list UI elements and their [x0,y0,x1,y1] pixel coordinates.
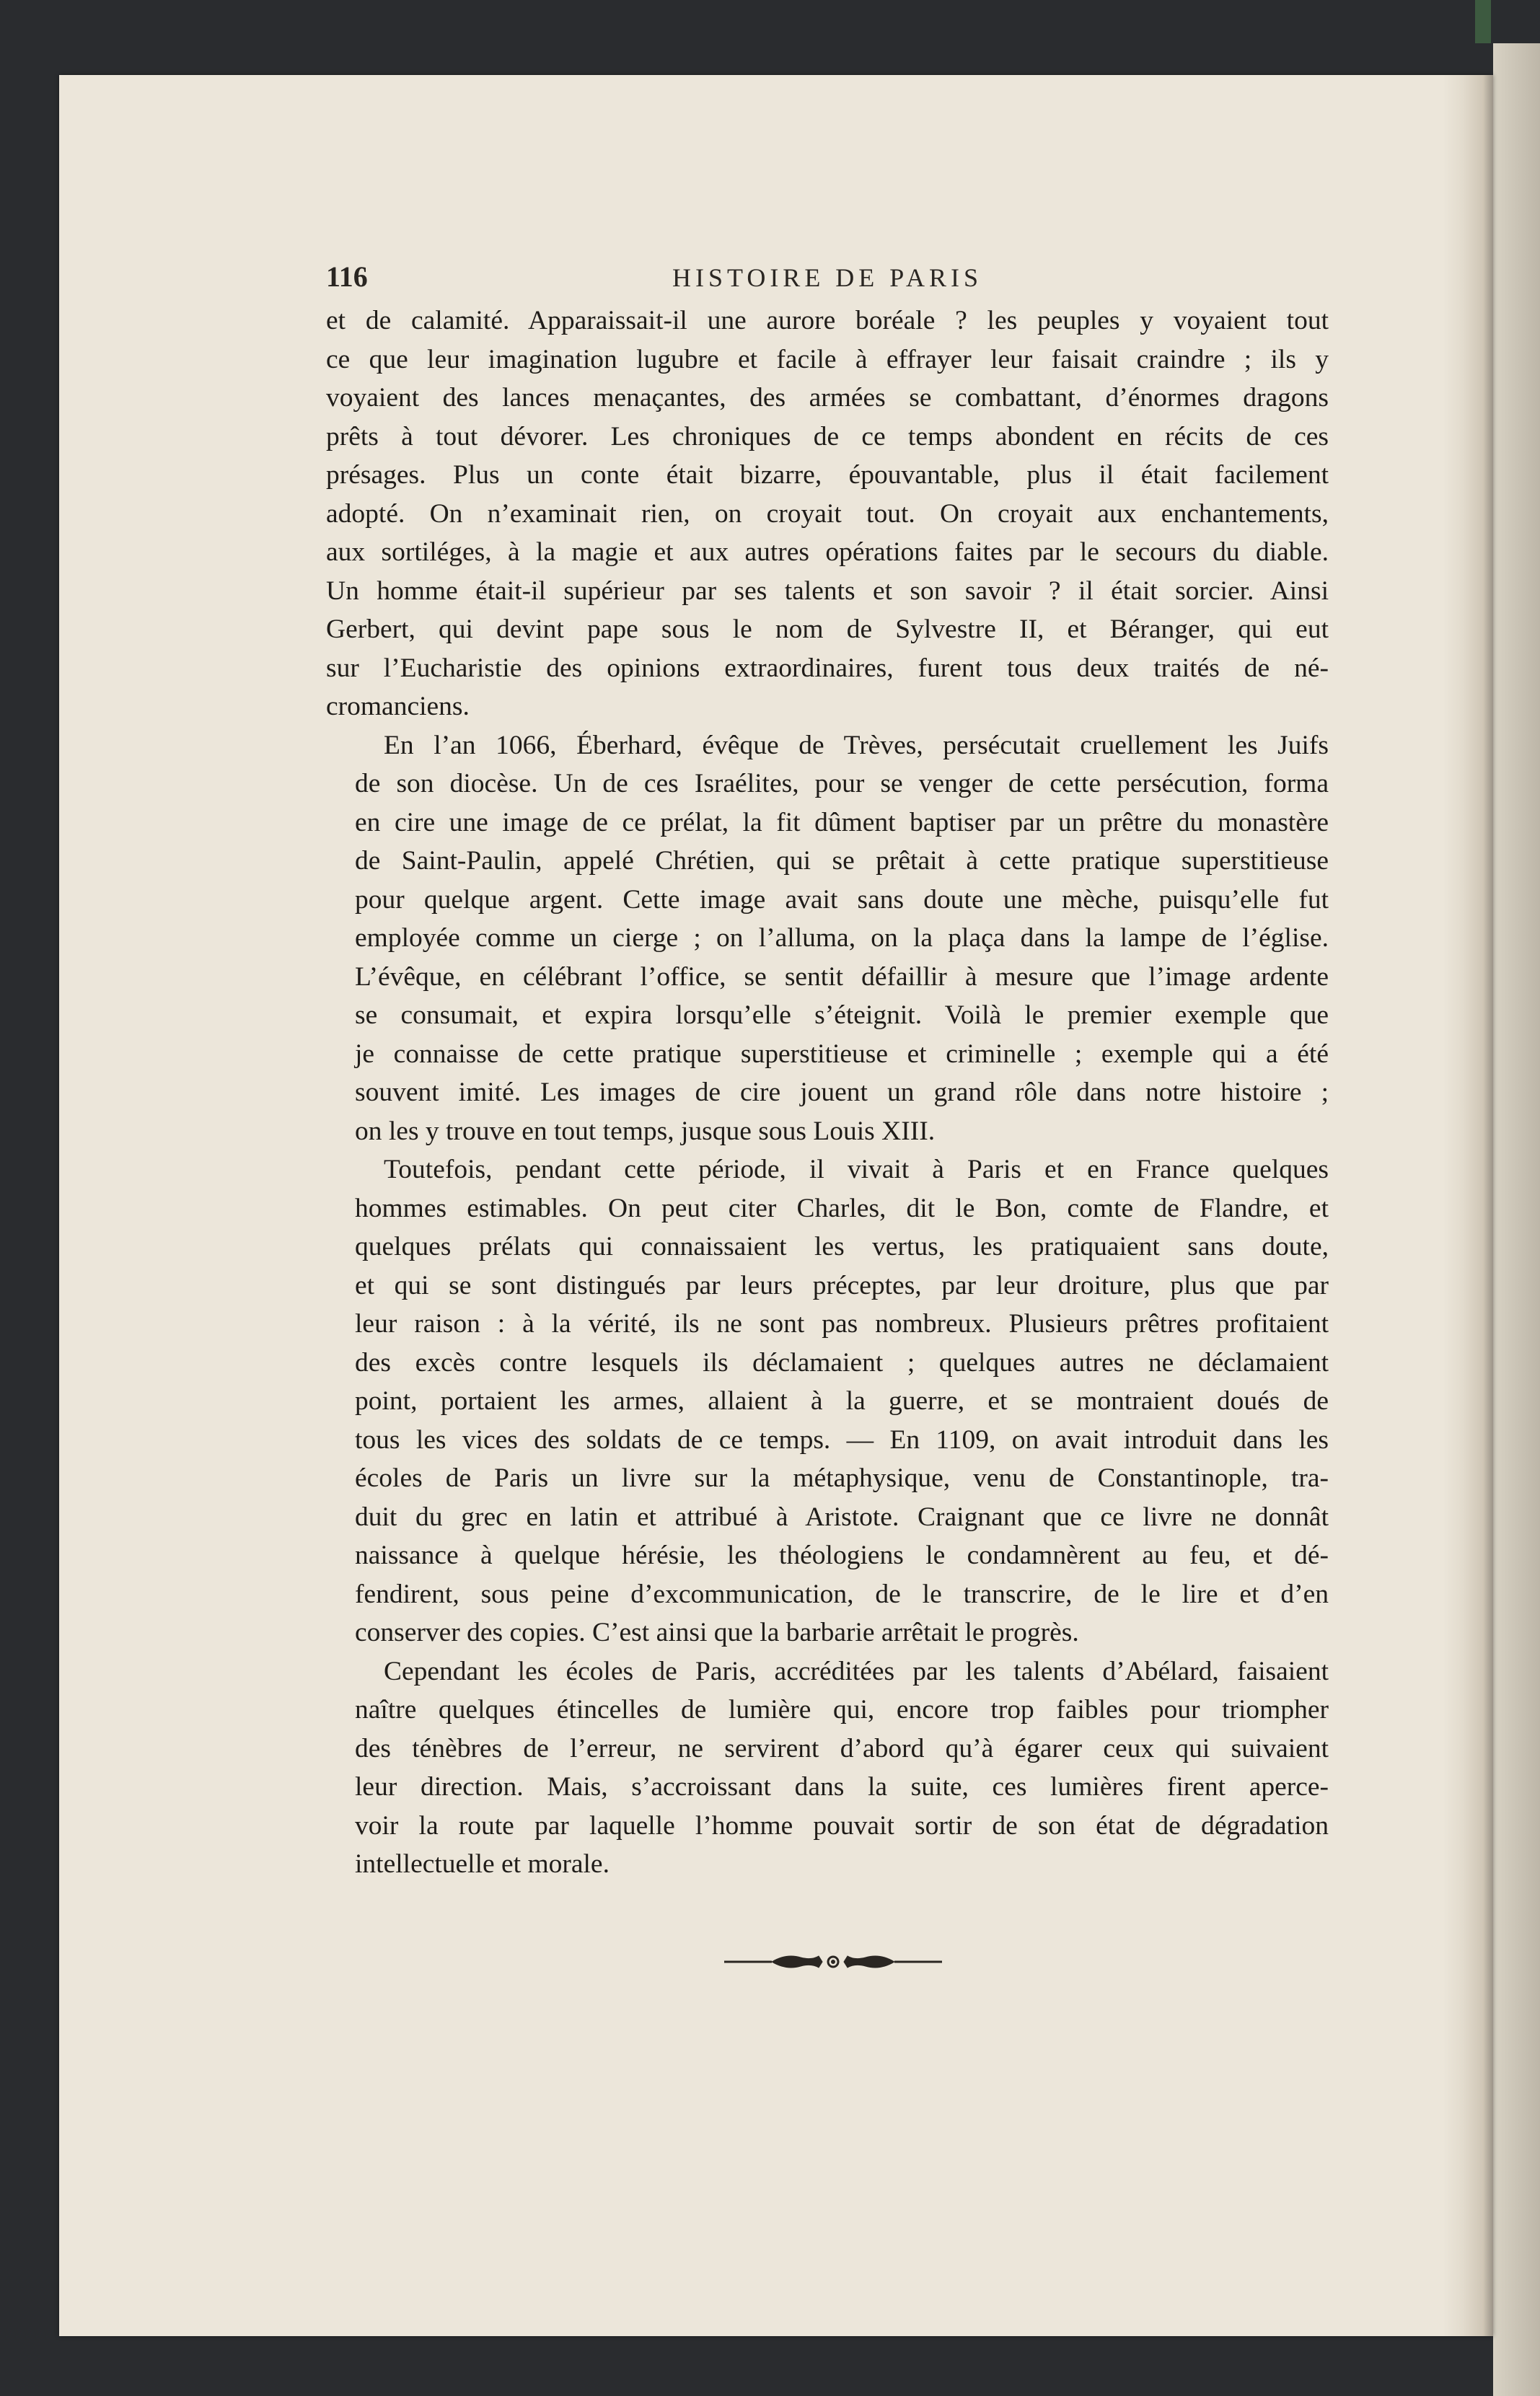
text-line: écoles de Paris un livre sur la métaphysique, venu de Constantinople, tra- [355,1463,1329,1493]
bookmark-ribbon [1475,0,1491,43]
text-line: ce que leur imagination lugubre et facile à effrayer leur faisait craindre ; ils y [326,344,1329,374]
page-header [326,260,1329,303]
text-line: voyaient des lances menaçantes, des armées se combattant, d’énormes dragons [326,383,1329,413]
text-line: leur direction. Mais, s’accroissant dans la suite, ces lumières firent aperce- [355,1772,1329,1802]
text-line: Cependant les écoles de Paris, accréditées par les talents d’Abélard, faisaient [384,1656,1329,1686]
text-line: En l’an 1066, Éberhard, évêque de Trèves, persécutait cruellement les Juifs [384,730,1329,760]
text-line: je connaisse de cette pratique superstitieuse et criminelle ; exemple qui a été [355,1039,1329,1069]
page-number: 116 [326,260,368,293]
text-line: Toutefois, pendant cette période, il vivait à Paris et en France quelques [384,1155,1329,1184]
text-line: employée comme un cierge ; on l’alluma, on la plaça dans la lampe de l’église. [355,923,1329,953]
text-line: en cire une image de ce prélat, la fit dûment baptiser par un prêtre du monastère [355,807,1329,837]
text-line: prêts à tout dévorer. Les chroniques de ce temps abondent en récits de ces [326,421,1329,452]
text-line: hommes estimables. On peut citer Charles, dit le Bon, comte de Flandre, et [355,1193,1329,1223]
text-line: souvent imité. Les images de cire jouent un grand rôle dans notre histoire ; [355,1078,1329,1107]
text-line: présages. Plus un conte était bizarre, épouvantable, plus il était facilement [326,460,1329,490]
text-line: fendirent, sous peine d’excommunication, de le transcrire, de le lire et d’en [355,1579,1329,1609]
text-line: des ténèbres de l’erreur, ne servirent d’abord qu’à égarer ceux qui suivaient [355,1733,1329,1763]
text-line: cromanciens. [326,692,470,721]
text-line: point, portaient les armes, allaient à la guerre, et se montraient doués de [355,1386,1329,1416]
running-title: HISTOIRE DE PARIS [672,263,983,292]
paragraph [326,1652,1329,1884]
text-line: des excès contre lesquels ils déclamaient ; quelques autres ne déclamaient [355,1347,1329,1378]
text-line: Gerbert, qui devint pape sous le nom de Sylvestre II, et Béranger, qui eut [326,615,1329,644]
text-line: de Saint-Paulin, appelé Chrétien, qui se prêtait à cette pratique superstitieuse [355,846,1329,876]
text-line: adopté. On n’examinait rien, on croyait tout. On croyait aux enchantements, [326,498,1329,529]
facing-page-edge [1493,43,1540,2396]
text-line: conserver des copies. C’est ainsi que la barbarie arrêtait le progrès. [355,1618,1079,1647]
text-line: aux sortiléges, à la magie et aux autres opérations faites par le secours du diable. [326,537,1329,567]
text-line: sur l’Eucharistie des opinions extraordinaires, furent tous deux traités de né- [326,653,1329,683]
text-line: on les y trouve en tout temps, jusque sous Louis XIII. [355,1116,936,1146]
text-line: et qui se sont distingués par leurs préceptes, par leur droiture, plus que par [355,1270,1329,1300]
paragraph [326,726,1329,1151]
ornamental-tailpiece-icon [721,1947,945,1976]
text-line: quelques prélats qui connaissaient les vertus, les pratiquaient sans doute, [355,1232,1329,1261]
text-line: et de calamité. Apparaissait-il une aurore boréale ? les peuples y voyaient tout [326,306,1329,335]
text-line: pour quelque argent. Cette image avait sans doute une mèche, puisqu’elle fut [355,884,1329,915]
paragraph [326,301,1329,726]
body-text [326,301,1329,1884]
text-line: leur raison : à la vérité, ils ne sont pas nombreux. Plusieurs prêtres profitaient [355,1309,1329,1339]
text-line: duit du grec en latin et attribué à Aristote. Craignant que ce livre ne donnât [355,1502,1329,1532]
page-gutter-shadow [1443,75,1493,2336]
text-line: Un homme était-il supérieur par ses talents et son savoir ? il était sorcier. Ainsi [326,576,1329,606]
paragraph [326,1150,1329,1652]
text-line: de son diocèse. Un de ces Israélites, pour se venger de cette persécution, forma [355,769,1329,798]
text-line: voir la route par laquelle l’homme pouvait sortir de son état de dégradation [355,1810,1329,1841]
text-line: se consumait, et expira lorsqu’elle s’éteignit. Voilà le premier exemple que [355,1000,1329,1030]
text-line: naître quelques étincelles de lumière qui, encore trop faibles pour triompher [355,1695,1329,1725]
text-line: naissance à quelque hérésie, les théologiens le condamnèrent au feu, et dé- [355,1541,1329,1570]
text-line: intellectuelle et morale. [355,1849,610,1879]
text-line: tous les vices des soldats de ce temps. — En 1109, on avait introduit dans les [355,1424,1329,1455]
text-line: L’évêque, en célébrant l’office, se sentit défaillir à mesure que l’image ardente [355,961,1329,992]
